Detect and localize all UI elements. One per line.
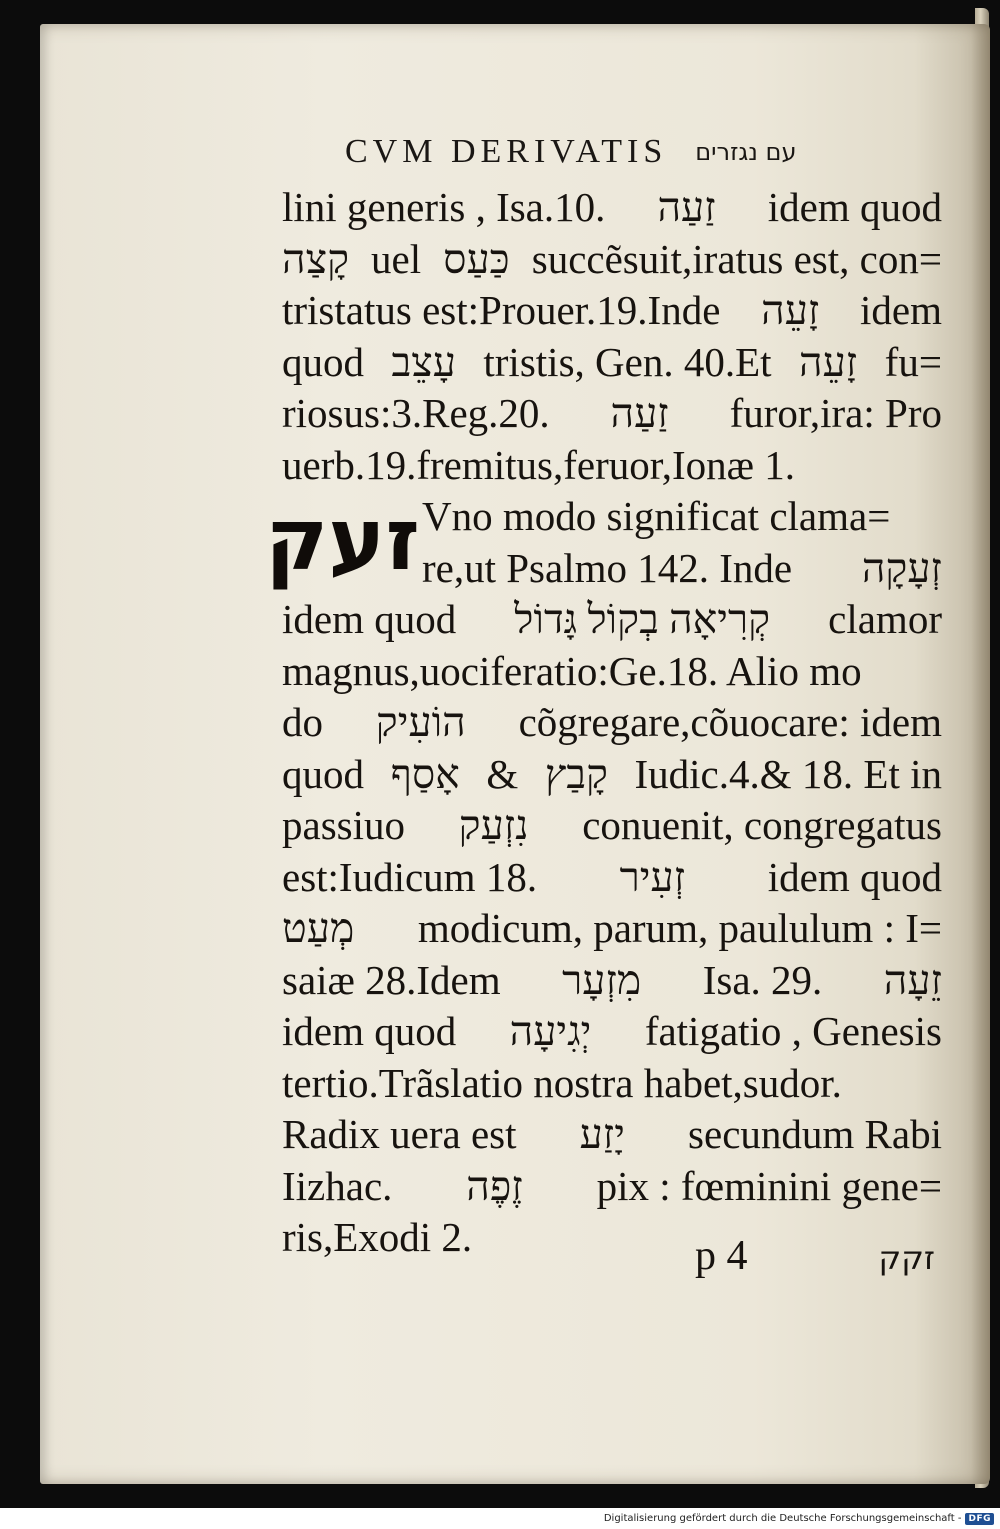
text-segment: pix : fœminini gene= <box>596 1162 942 1209</box>
hebrew-word: מְעַט <box>282 905 355 951</box>
text-line <box>282 1058 942 1110</box>
text-segment: saiæ 28.Idem <box>282 956 501 1003</box>
text-segment: modicum, parum, paululum : I= <box>417 905 942 951</box>
text-line <box>282 1161 942 1213</box>
text-line <box>282 697 942 749</box>
text-line <box>282 285 942 337</box>
text-segment: Radix uera est <box>282 1111 517 1157</box>
dfg-logo: DFG <box>965 1513 994 1525</box>
text-segment: clamor <box>828 596 942 642</box>
hebrew-word: קְרִיאָה בְקוֹל גָּדוֹל <box>514 596 771 642</box>
text-line <box>282 182 942 234</box>
text-segment: tertio.Trãslatio nostra habet,sudor. <box>282 1059 842 1106</box>
text-line <box>282 800 942 852</box>
text-segment: idem quod <box>282 596 457 642</box>
running-head <box>345 132 905 172</box>
text-line <box>282 440 942 492</box>
hebrew-word: זָעֵה <box>798 338 858 385</box>
text-segment: est:Iudicum 18. <box>282 853 538 900</box>
text-segment: magnus,uociferatio:Ge.18. Alio mo <box>282 647 862 694</box>
text-segment: uerb.19.fremitus,feruor,Ionæ 1. <box>282 441 796 488</box>
signature-line <box>695 1232 935 1292</box>
text-segment: do <box>282 699 323 745</box>
hebrew-word: זָעֵה <box>761 287 820 333</box>
hebrew-word: זַעַה <box>610 390 669 436</box>
footer-bar <box>0 1508 1000 1529</box>
text-segment: Isa. 29. <box>702 956 823 1003</box>
text-line <box>282 388 942 440</box>
text-segment: tristatus est:Prouer.19.Inde <box>282 287 721 333</box>
entry-headword: זעק <box>264 490 420 590</box>
text-segment: re,ut Psalmo 142. Inde <box>422 544 793 591</box>
text-line <box>282 337 942 389</box>
running-head-latin: CVM DERIVATIS <box>345 133 668 170</box>
text-segment: furor,ira: Pro <box>729 390 942 436</box>
text-line <box>282 491 942 543</box>
text-line <box>282 594 942 646</box>
text-segment: fatigatio , Genesis <box>644 1008 942 1054</box>
text-line <box>282 903 942 955</box>
body-text <box>264 182 942 1264</box>
hebrew-word: יְגִיעָה <box>509 1008 592 1054</box>
text-segment: Iudic.4.& 18. Et in <box>634 750 942 797</box>
text-segment: idem quod <box>767 184 942 230</box>
text-line <box>282 1109 942 1161</box>
hebrew-word: יָזַע <box>579 1111 625 1157</box>
text-segment: Vno modo significat clama= <box>422 493 891 539</box>
hebrew-word: זְעָקָה <box>861 544 942 591</box>
text-segment: idem quod <box>767 853 942 900</box>
text-line <box>282 955 942 1007</box>
text-line <box>282 852 942 904</box>
text-segment: idem quod <box>282 1008 457 1054</box>
text-segment: lini generis , Isa.10. <box>282 184 606 230</box>
footer-credit: Digitalisierung gefördert durch die Deutsche Forschungsgemeinschaft - <box>603 1513 962 1524</box>
text-segment: secundum Rabi <box>688 1111 942 1157</box>
hebrew-word: זַעַה <box>657 184 716 230</box>
text-segment: passiuo <box>282 802 405 848</box>
hebrew-word: מִזְעָר <box>562 956 642 1003</box>
text-segment: uel <box>371 235 422 282</box>
text-line <box>282 543 942 595</box>
text-segment: tristis, Gen. 40.Et <box>483 338 772 385</box>
text-segment: idem <box>860 287 942 333</box>
text-segment: riosus:3.Reg.20. <box>282 390 550 436</box>
catchword: זקק <box>878 1239 935 1277</box>
text-segment: & <box>486 750 519 797</box>
text-segment: ris,Exodi 2. <box>282 1214 473 1260</box>
hebrew-word: עָצֵב <box>391 338 456 385</box>
text-segment: Iizhac. <box>282 1162 393 1209</box>
text-line <box>282 234 942 286</box>
hebrew-word: קָבַץ <box>544 750 608 797</box>
text-segment: conuenit, congregatus <box>582 802 942 848</box>
text-segment: cõgregare,cõuocare: idem <box>518 699 942 745</box>
text-line <box>282 646 942 698</box>
text-segment: quod <box>282 750 364 797</box>
hebrew-word: נִזְעַק <box>458 802 529 848</box>
text-segment: fu= <box>884 338 942 385</box>
signature-mark: p 4 <box>695 1233 748 1279</box>
text-line <box>282 749 942 801</box>
running-head-hebrew: עם נגזרים <box>695 138 797 166</box>
hebrew-word: כַּעַס <box>443 235 510 282</box>
text-segment: quod <box>282 338 364 385</box>
hebrew-word: קָצַה <box>282 235 350 282</box>
text-segment: succẽsuit,iratus est, con= <box>531 235 942 282</box>
hebrew-word: זֶפֶה <box>466 1162 523 1209</box>
hebrew-word: הוֹעִיק <box>375 699 466 745</box>
hebrew-word: זְעִיר <box>619 853 686 900</box>
text-line <box>282 1006 942 1058</box>
hebrew-word: זֵעָה <box>883 956 942 1003</box>
hebrew-word: אָסַף <box>390 750 460 797</box>
